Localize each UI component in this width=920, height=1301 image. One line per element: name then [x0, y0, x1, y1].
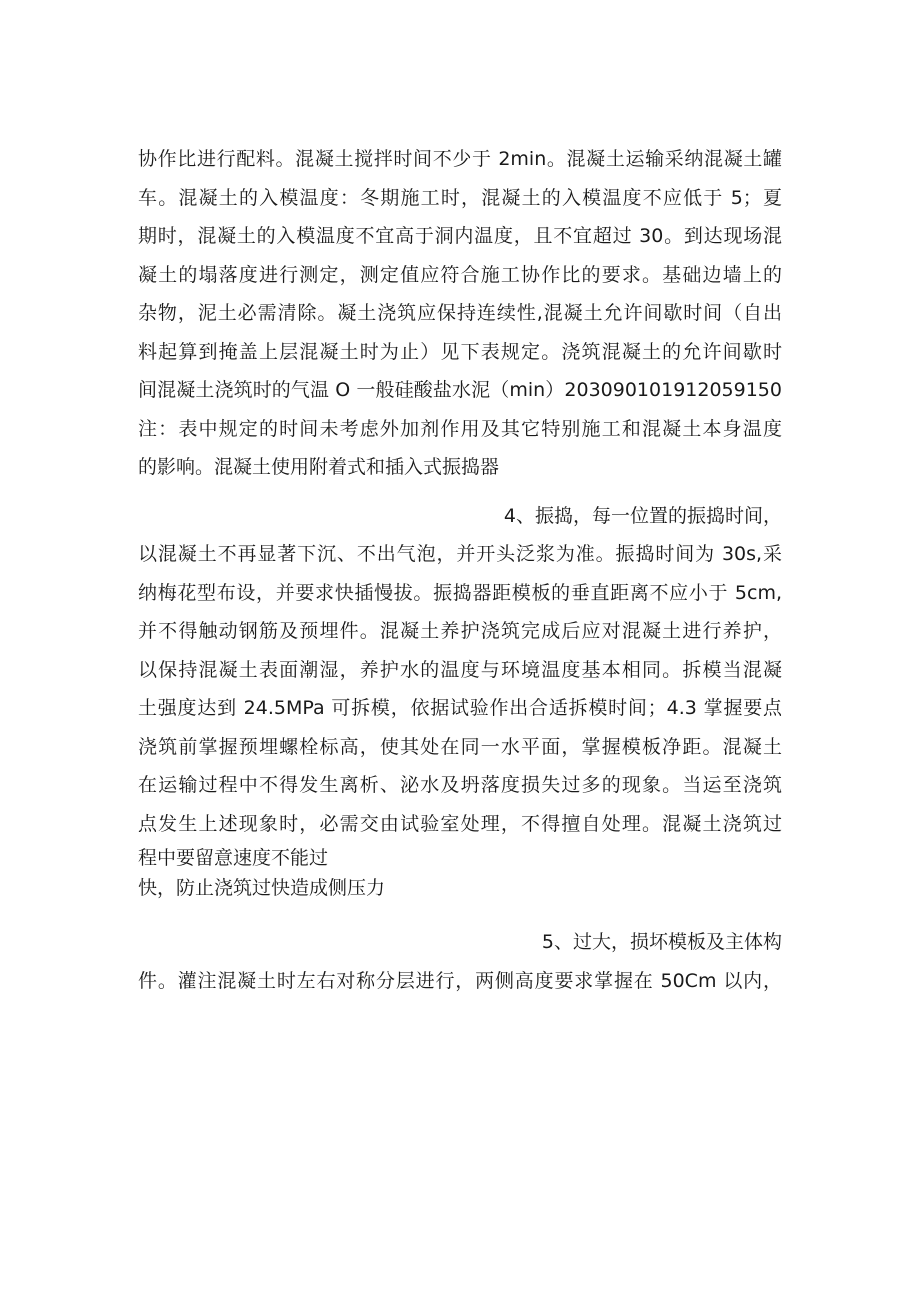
paragraph-line: 协作比进行配料。混凝土搅拌时间不少于 2min。混凝土运输采纳混凝土罐 [138, 148, 782, 170]
paragraph-line: 杂物，泥土必需清除。凝土浇筑应保持连续性,混凝土允许间歇时间（自出 [138, 302, 782, 324]
paragraph-line: 期时，混凝土的入模温度不宜高于洞内温度，且不宜超过 30。到达现场混 [138, 225, 782, 247]
section-heading: 5、过大，损坏模板及主体构 [541, 931, 782, 953]
paragraph-line: 程中要留意速度不能过 [138, 847, 329, 869]
paragraph-line: 土强度达到 24.5MPa 可拆模，依据试验作出合适拆模时间；4.3 掌握要点 [138, 697, 782, 719]
paragraph-line: 以混凝土不再显著下沉、不出气泡，并开头泛浆为准。振捣时间为 30s,采 [138, 543, 782, 565]
paragraph-line: 料起算到掩盖上层混凝土时为止）见下表规定。浇筑混凝土的允许间歇时 [138, 340, 782, 363]
paragraph-line: 并不得触动钢筋及预埋件。混凝土养护浇筑完成后应对混凝土进行养护， [138, 620, 782, 642]
paragraph-line: 件。灌注混凝土时左右对称分层进行，两侧高度要求掌握在 50Cm 以内， [138, 969, 782, 992]
section-heading: 4、振捣，每一位置的振捣时间， [503, 504, 782, 527]
paragraph-line: 浇筑前掌握预埋螺栓标高，使其处在同一水平面，掌握模板净距。混凝土 [138, 735, 782, 758]
paragraph-line: 车。混凝土的入模温度：冬期施工时，混凝土的入模温度不应低于 5；夏 [138, 186, 782, 209]
paragraph-line: 快，防止浇筑过快造成侧压力 [138, 877, 386, 899]
document-page [138, 140, 782, 1000]
paragraph-line: 间混凝土浇筑时的气温 O 一般硅酸盐水泥（min）203090101912059150 [138, 379, 782, 401]
paragraph-line: 在运输过程中不得发生离析、泌水及坍落度损失过多的现象。当运至浇筑 [138, 774, 782, 796]
paragraph-line: 注：表中规定的时间未考虑外加剂作用及其它特别施工和混凝土本身温度 [138, 417, 782, 440]
paragraph-line: 的影响。混凝土使用附着式和插入式振捣器 [138, 456, 500, 478]
paragraph-line: 凝土的塌落度进行测定，测定值应符合施工协作比的要求。基础边墙上的 [138, 263, 782, 286]
paragraph-line: 点发生上述现象时，必需交由试验室处理，不得擅自处理。混凝土浇筑过 [138, 812, 782, 835]
paragraph-line: 纳梅花型布设，并要求快插慢拔。振捣器距模板的垂直距离不应小于 5cm, [138, 581, 782, 604]
paragraph-line: 以保持混凝土表面潮湿，养护水的温度与环境温度基本相同。拆模当混凝 [138, 658, 782, 681]
